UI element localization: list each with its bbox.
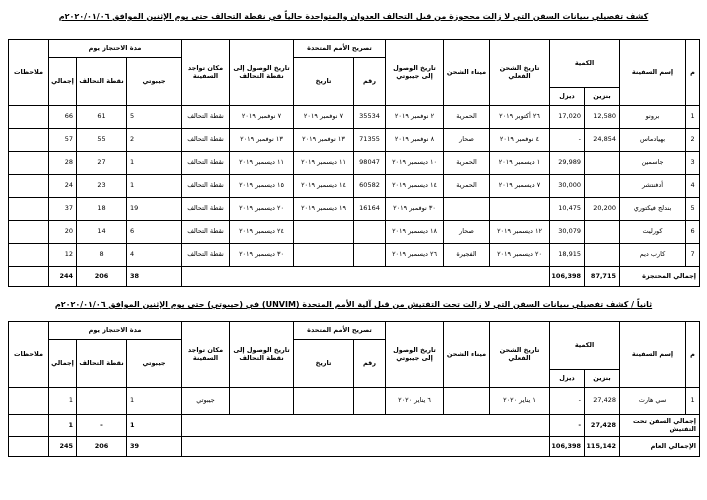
cell-notes — [9, 244, 49, 267]
total-djib: 39 — [127, 437, 182, 457]
cell-coal: 61 — [77, 106, 127, 129]
total-djib: 38 — [127, 267, 182, 287]
cell-location: نقطة التحالف — [182, 152, 230, 175]
cell-ship: سي هارت — [620, 388, 686, 415]
cell-arr-coal: ٧ نوفمبر ٢٠١٩ — [230, 106, 294, 129]
col-diesel: ديزل — [550, 88, 585, 106]
cell-location: نقطة التحالف — [182, 129, 230, 152]
cell-permit-date: ٧ نوفمبر ٢٠١٩ — [294, 106, 354, 129]
col-ship-date: تاريخ الشحن الفعلي — [490, 322, 550, 388]
cell-petrol: 12,580 — [585, 106, 620, 129]
total-djib: 1 — [127, 415, 182, 437]
cell-total: 24 — [49, 175, 77, 198]
cell-total: 66 — [49, 106, 77, 129]
cell-coal: 23 — [77, 175, 127, 198]
cell-petrol — [585, 244, 620, 267]
cell-arr-coal: ٣٠ ديسمبر ٢٠١٩ — [230, 244, 294, 267]
empty-cell — [182, 437, 550, 457]
cell-location: جيبوتي — [182, 388, 230, 415]
cell-diesel: 18,915 — [550, 244, 585, 267]
cell-total: 20 — [49, 221, 77, 244]
table-row — [9, 175, 700, 198]
cell-ship: بندلج فيكتوري — [620, 198, 686, 221]
cell-total: 57 — [49, 129, 77, 152]
cell-no: 4 — [686, 175, 700, 198]
cell-notes — [9, 152, 49, 175]
col-ship: إسم السفينة — [620, 40, 686, 106]
cell-petrol: 24,854 — [585, 129, 620, 152]
total-coal: 206 — [77, 267, 127, 287]
cell-port: صحار — [444, 221, 490, 244]
cell-ship-date: ٢٠ ديسمبر ٢٠١٩ — [490, 244, 550, 267]
cell-arr-coal: ١١ ديسمبر ٢٠١٩ — [230, 152, 294, 175]
cell-ship-date — [490, 198, 550, 221]
col-no: م — [686, 40, 700, 106]
col-petrol: بنزين — [585, 88, 620, 106]
col-delay-djib: جيبوتي — [127, 58, 182, 106]
total-total: 244 — [49, 267, 77, 287]
detained-ships-table — [8, 39, 700, 287]
cell-ship: كارب ديم — [620, 244, 686, 267]
col-un-permit: تصريح الأمم المتحدة — [294, 40, 386, 58]
cell-ship: أدفنتشر — [620, 175, 686, 198]
col-delay-coal: نقطة التحالف — [77, 58, 127, 106]
cell-diesel: 30,000 — [550, 175, 585, 198]
cell-port: صحار — [444, 129, 490, 152]
cell-diesel: 17,020 — [550, 106, 585, 129]
cell-coal: 8 — [77, 244, 127, 267]
col-delay-coal: نقطة التحالف — [77, 340, 127, 388]
cell-diesel: 10,475 — [550, 198, 585, 221]
table-row — [9, 152, 700, 175]
total-coal: 206 — [77, 437, 127, 457]
cell-coal: 14 — [77, 221, 127, 244]
cell-coal: 55 — [77, 129, 127, 152]
cell-ship-date: ١ ديسمبر ٢٠١٩ — [490, 152, 550, 175]
cell-djib: 1 — [127, 388, 182, 415]
col-delay: مدة الاحتجاز يوم — [49, 40, 182, 58]
total-label: الإجمالي العام — [620, 437, 700, 457]
cell-arr-djib: ٣٠ نوفمبر ٢٠١٩ — [386, 198, 444, 221]
total-label: إجمالي السفن تحت التفتيش — [620, 415, 700, 437]
cell-petrol — [585, 152, 620, 175]
total-row — [9, 437, 700, 457]
col-ship: إسم السفينة — [620, 322, 686, 388]
cell-permit-date: ١٩ ديسمبر ٢٠١٩ — [294, 198, 354, 221]
cell-ship: جاسمين — [620, 152, 686, 175]
cell-arr-coal: ١٣ نوفمبر ٢٠١٩ — [230, 129, 294, 152]
cell-no: 2 — [686, 129, 700, 152]
cell-arr-djib: ٢٦ ديسمبر ٢٠١٩ — [386, 244, 444, 267]
cell-permit-no — [354, 244, 386, 267]
cell-djib: 1 — [127, 152, 182, 175]
cell-arr-djib: ٨ نوفمبر ٢٠١٩ — [386, 129, 444, 152]
cell-permit-date: ١٣ نوفمبر ٢٠١٩ — [294, 129, 354, 152]
col-notes: ملاحظات — [9, 40, 49, 106]
cell-port — [444, 388, 490, 415]
cell-ship-date: ٧ ديسمبر ٢٠١٩ — [490, 175, 550, 198]
cell-arr-coal: ٢٠ ديسمبر ٢٠١٩ — [230, 198, 294, 221]
cell-diesel: 29,989 — [550, 152, 585, 175]
table-row — [9, 198, 700, 221]
col-un-permit: تصريح الأمم المتحدة — [294, 322, 386, 340]
cell-notes — [9, 175, 49, 198]
total-diesel: - — [550, 415, 585, 437]
cell-notes — [9, 129, 49, 152]
cell-notes — [9, 106, 49, 129]
cell-ship-date: ٤ نوفمبر ٢٠١٩ — [490, 129, 550, 152]
inspected-ships-table — [8, 321, 700, 457]
cell-permit-date: ١٤ ديسمبر ٢٠١٩ — [294, 175, 354, 198]
cell-petrol: 27,428 — [585, 388, 620, 415]
col-delay-djib: جيبوتي — [127, 340, 182, 388]
empty-cell — [182, 415, 550, 437]
cell-ship-date: ١٢ ديسمبر ٢٠١٩ — [490, 221, 550, 244]
cell-permit-no — [354, 221, 386, 244]
table-row — [9, 221, 700, 244]
col-port: ميناء الشحن — [444, 40, 490, 106]
cell-location: نقطة التحالف — [182, 198, 230, 221]
cell-location: نقطة التحالف — [182, 175, 230, 198]
col-arr-coal: تاريخ الوصول إلى نقطة التحالف — [230, 322, 294, 388]
col-arr-djib: تاريخ الوصول إلى جيبوتي — [386, 40, 444, 106]
col-notes: ملاحظات — [9, 322, 49, 388]
cell-permit-no: 71355 — [354, 129, 386, 152]
col-delay-total: إجمالي — [49, 58, 77, 106]
empty-cell — [9, 415, 49, 437]
col-permit-no: رقم — [354, 58, 386, 106]
cell-petrol — [585, 175, 620, 198]
cell-coal — [77, 388, 127, 415]
total-petrol: 115,142 — [585, 437, 620, 457]
col-arr-coal: تاريخ الوصول إلى نقطة التحالف — [230, 40, 294, 106]
cell-no: 1 — [686, 106, 700, 129]
cell-djib: 4 — [127, 244, 182, 267]
cell-no: 5 — [686, 198, 700, 221]
col-permit-no: رقم — [354, 340, 386, 388]
cell-port: الحمرية — [444, 152, 490, 175]
empty-cell — [9, 437, 49, 457]
cell-coal: 27 — [77, 152, 127, 175]
col-qty: الكمية — [550, 40, 620, 88]
cell-coal: 18 — [77, 198, 127, 221]
empty-cell — [9, 267, 49, 287]
cell-total: 12 — [49, 244, 77, 267]
col-ship-date: تاريخ الشحن الفعلي — [490, 40, 550, 106]
cell-petrol — [585, 221, 620, 244]
cell-permit-no: 98047 — [354, 152, 386, 175]
total-diesel: 106,398 — [550, 267, 585, 287]
cell-port — [444, 198, 490, 221]
empty-cell — [182, 267, 550, 287]
table-row — [9, 129, 700, 152]
table-row — [9, 388, 700, 415]
total-coal: - — [77, 415, 127, 437]
cell-ship: برونو — [620, 106, 686, 129]
cell-permit-no: 16164 — [354, 198, 386, 221]
col-delay: مدة الاحتجاز يوم — [49, 322, 182, 340]
cell-permit-date — [294, 244, 354, 267]
cell-petrol: 20,200 — [585, 198, 620, 221]
cell-djib: 1 — [127, 175, 182, 198]
cell-notes — [9, 388, 49, 415]
table-row — [9, 106, 700, 129]
cell-port: الفجيرة — [444, 244, 490, 267]
title-2: ثانياً / كشف تفصيلي ببيانات السفن التي لا زالت تحت التفتيش من قبل آلية الأمم المتحدة (UNVIM) في (جيبوتي) حتى يوم الإثنين الموافق ٢٠٢٠/٠١/٠٦م — [54, 300, 653, 309]
table-row — [9, 244, 700, 267]
total-label: إجمالي المحتجزة — [620, 267, 700, 287]
cell-permit-date: ١١ ديسمبر ٢٠١٩ — [294, 152, 354, 175]
cell-djib: 5 — [127, 106, 182, 129]
cell-permit-date — [294, 221, 354, 244]
cell-location: نقطة التحالف — [182, 244, 230, 267]
cell-port: الحمرية — [444, 106, 490, 129]
total-total: 245 — [49, 437, 77, 457]
col-arr-djib: تاريخ الوصول إلى جيبوتي — [386, 322, 444, 388]
col-diesel: ديزل — [550, 370, 585, 388]
cell-ship: بهيادماس — [620, 129, 686, 152]
cell-arr-djib: ١٨ ديسمبر ٢٠١٩ — [386, 221, 444, 244]
cell-notes — [9, 198, 49, 221]
col-location: مكان تواجد السفينة — [182, 40, 230, 106]
cell-no: 3 — [686, 152, 700, 175]
cell-no: 6 — [686, 221, 700, 244]
cell-arr-coal: ٢٤ ديسمبر ٢٠١٩ — [230, 221, 294, 244]
cell-location: نقطة التحالف — [182, 221, 230, 244]
cell-permit-no: 35534 — [354, 106, 386, 129]
cell-no: 7 — [686, 244, 700, 267]
col-delay-total: إجمالي — [49, 340, 77, 388]
cell-permit-no — [354, 388, 386, 415]
cell-no: 1 — [686, 388, 700, 415]
cell-diesel: 30,079 — [550, 221, 585, 244]
total-row — [9, 267, 700, 287]
total-petrol: 27,428 — [585, 415, 620, 437]
col-petrol: بنزين — [585, 370, 620, 388]
cell-ship: كورليت — [620, 221, 686, 244]
cell-djib: 19 — [127, 198, 182, 221]
cell-ship-date: ٢٦ أكتوبر ٢٠١٩ — [490, 106, 550, 129]
cell-permit-date — [294, 388, 354, 415]
cell-diesel: - — [550, 129, 585, 152]
total-diesel: 106,398 — [550, 437, 585, 457]
total-row — [9, 415, 700, 437]
cell-arr-coal — [230, 388, 294, 415]
cell-arr-djib: ٦ يناير ٢٠٢٠ — [386, 388, 444, 415]
cell-arr-djib: ١٠ ديسمبر ٢٠١٩ — [386, 152, 444, 175]
total-total: 1 — [49, 415, 77, 437]
col-permit-date: تاريخ — [294, 58, 354, 106]
cell-permit-no: 60582 — [354, 175, 386, 198]
cell-location: نقطة التحالف — [182, 106, 230, 129]
cell-notes — [9, 221, 49, 244]
col-permit-date: تاريخ — [294, 340, 354, 388]
col-port: ميناء الشحن — [444, 322, 490, 388]
cell-total: 28 — [49, 152, 77, 175]
cell-arr-djib: ١٤ ديسمبر ٢٠١٩ — [386, 175, 444, 198]
cell-arr-djib: ٢ نوفمبر ٢٠١٩ — [386, 106, 444, 129]
cell-djib: 2 — [127, 129, 182, 152]
cell-total: 1 — [49, 388, 77, 415]
title-1: كشف تفصيلي ببيانات السفن التي لا زالت محجوزة من قبل التحالف العدوان والمتواجدة حالياً في نقطة التحالف حتى يوم الإثنين الموافق ٢٠٢٠/٠١/٠٦م — [58, 12, 649, 21]
col-no: م — [686, 322, 700, 388]
cell-ship-date: ١ يناير ٢٠٢٠ — [490, 388, 550, 415]
cell-djib: 6 — [127, 221, 182, 244]
col-qty: الكمية — [550, 322, 620, 370]
cell-diesel: - — [550, 388, 585, 415]
cell-total: 37 — [49, 198, 77, 221]
cell-port: الحمرية — [444, 175, 490, 198]
col-location: مكان تواجد السفينة — [182, 322, 230, 388]
total-petrol: 87,715 — [585, 267, 620, 287]
cell-arr-coal: ١٥ ديسمبر ٢٠١٩ — [230, 175, 294, 198]
